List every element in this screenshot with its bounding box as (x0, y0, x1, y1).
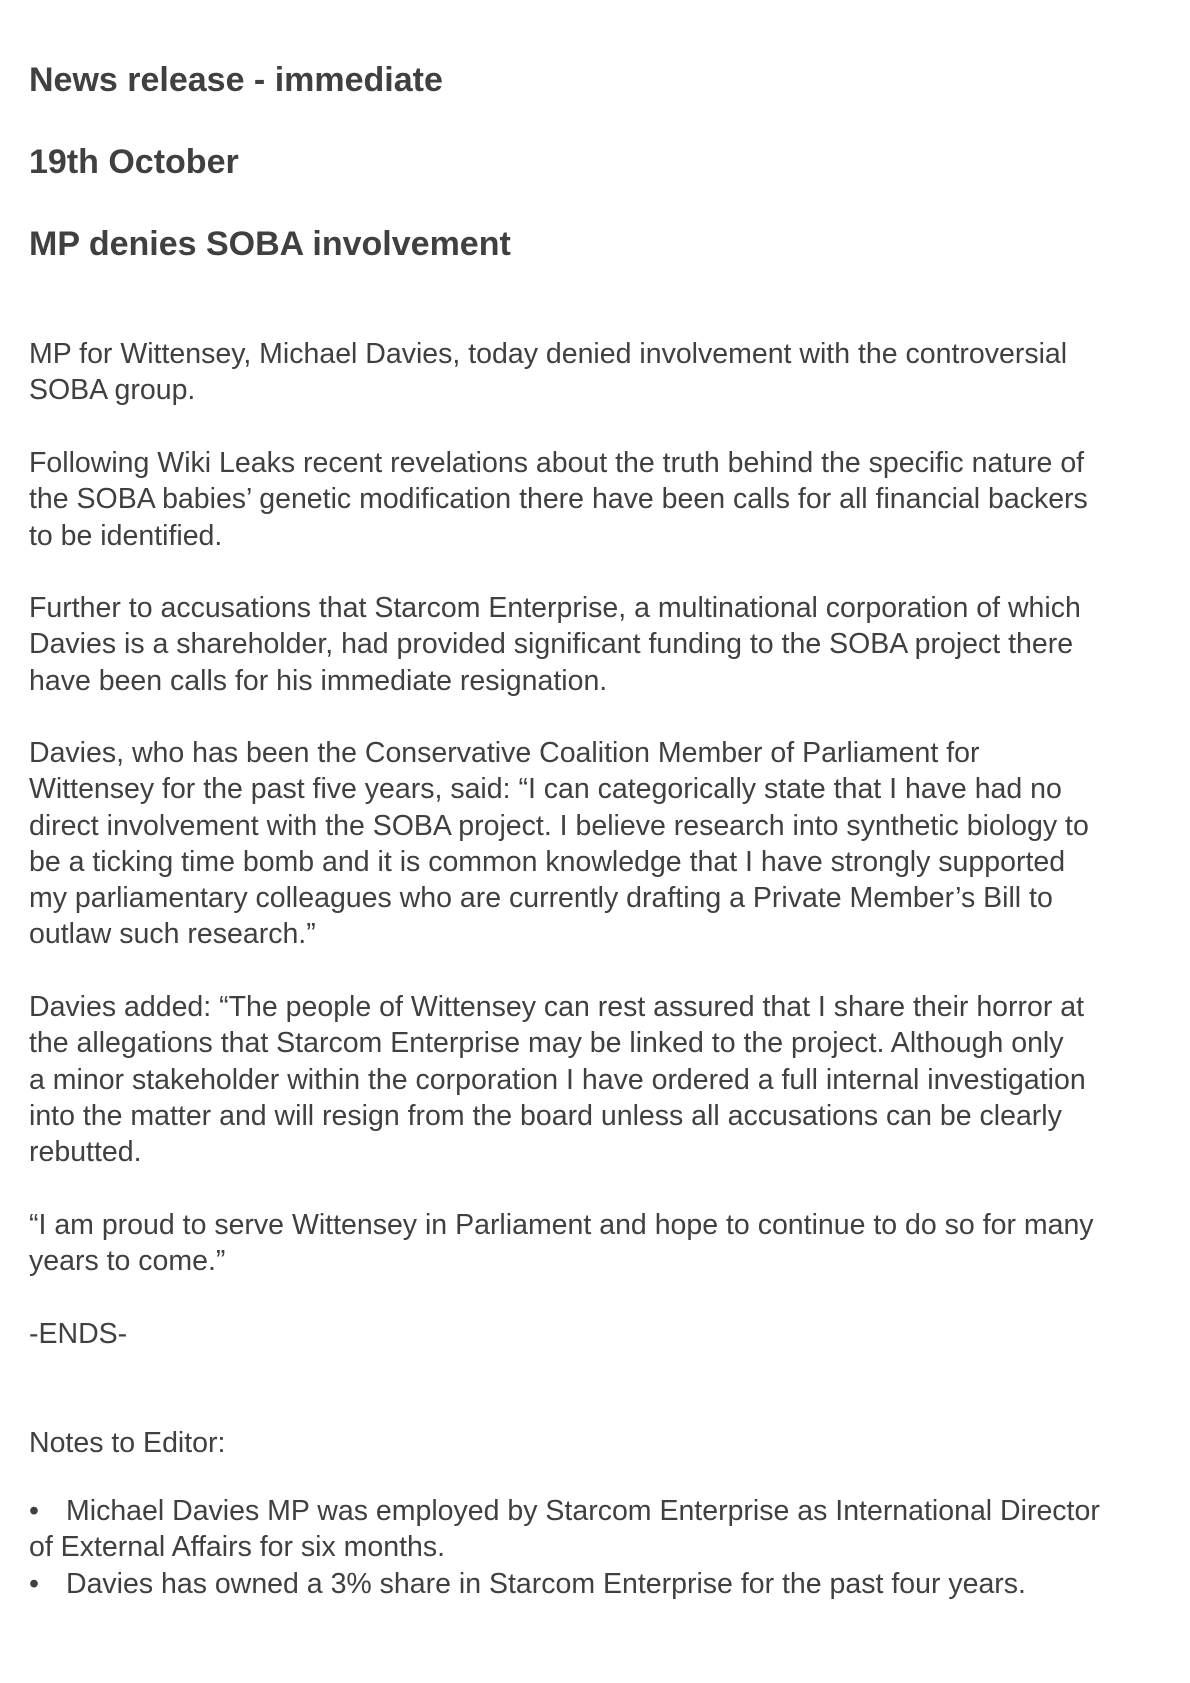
release-date-heading: 19th October (29, 143, 239, 181)
notes-title-text: Notes to Editor: (29, 1427, 226, 1459)
body-paragraph-4 (29, 735, 1089, 953)
paragraph-line: a minor stakeholder within the corporation I have ordered a full internal investigation (29, 1063, 1086, 1096)
ends-marker-text: -ENDS- (29, 1318, 128, 1350)
paragraph-line: “I am proud to serve Wittensey in Parliament and hope to continue to do so for many (29, 1209, 1094, 1241)
paragraph-line: Davies is a shareholder, had provided significant funding to the SOBA project there (29, 628, 1074, 661)
paragraph-line: have been calls for his immediate resignation. (29, 664, 608, 697)
notes-list (29, 1493, 1100, 1602)
headline-heading: MP denies SOBA involvement (29, 225, 511, 263)
paragraph-line: SOBA group. (29, 374, 196, 407)
paragraph-line: direct involvement with the SOBA project. I believe research into synthetic biology to (29, 809, 1089, 842)
notes-list-item (29, 1566, 1100, 1602)
body-paragraph-6 (29, 1207, 1094, 1280)
paragraph-line: the SOBA babies’ genetic modification there have been calls for all financial backers (29, 483, 1088, 516)
paragraph-line: the allegations that Starcom Enterprise may be linked to the project. Although only (29, 1027, 1064, 1060)
paragraph-line: be a ticking time bomb and it is common knowledge that I have strongly supported (29, 845, 1066, 878)
paragraph-line: to be identified. (29, 519, 223, 552)
paragraph-line: MP for Wittensey, Michael Davies, today denied involvement with the controversial (29, 338, 1068, 370)
ends-marker (29, 1316, 127, 1352)
bullet-icon: • (29, 1495, 39, 1527)
notes-item-text: Michael Davies MP was employed by Starcom Enterprise as International Director (66, 1495, 1100, 1527)
notes-item-first-line (29, 1566, 1100, 1602)
paragraph-line: outlaw such research.” (29, 918, 316, 951)
release-type-heading: News release - immediate (29, 61, 443, 99)
notes-item-continuation: of External Affairs for six months. (29, 1531, 446, 1564)
notes-item-first-line (29, 1493, 1100, 1529)
paragraph-line: my parliamentary colleagues who are currently drafting a Private Member’s Bill to (29, 882, 1053, 915)
paragraph-line: Further to accusations that Starcom Enterprise, a multinational corporation of which (29, 592, 1081, 624)
notes-title (29, 1425, 225, 1461)
paragraph-line: into the matter and will resign from the board unless all accusations can be clearly (29, 1099, 1062, 1132)
paragraph-line: Davies added: “The people of Wittensey can rest assured that I share their horror at (29, 991, 1085, 1023)
paragraph-line: rebutted. (29, 1136, 142, 1169)
paragraph-line: Wittensey for the past five years, said: “I can categorically state that I have had no (29, 773, 1062, 806)
notes-list-item (29, 1493, 1100, 1566)
paragraph-line: years to come.” (29, 1245, 226, 1278)
paragraph-line: Following Wiki Leaks recent revelations about the truth behind the specific nature of (29, 447, 1085, 479)
body-paragraph-2 (29, 445, 1088, 554)
paragraph-line: Davies, who has been the Conservative Coalition Member of Parliament for (29, 737, 980, 769)
notes-item-text: Davies has owned a 3% share in Starcom Enterprise for the past four years. (66, 1567, 1026, 1600)
body-paragraph-1 (29, 336, 1067, 409)
body-paragraph-3 (29, 590, 1081, 699)
body-paragraph-5 (29, 989, 1086, 1170)
bullet-icon: • (29, 1567, 39, 1600)
